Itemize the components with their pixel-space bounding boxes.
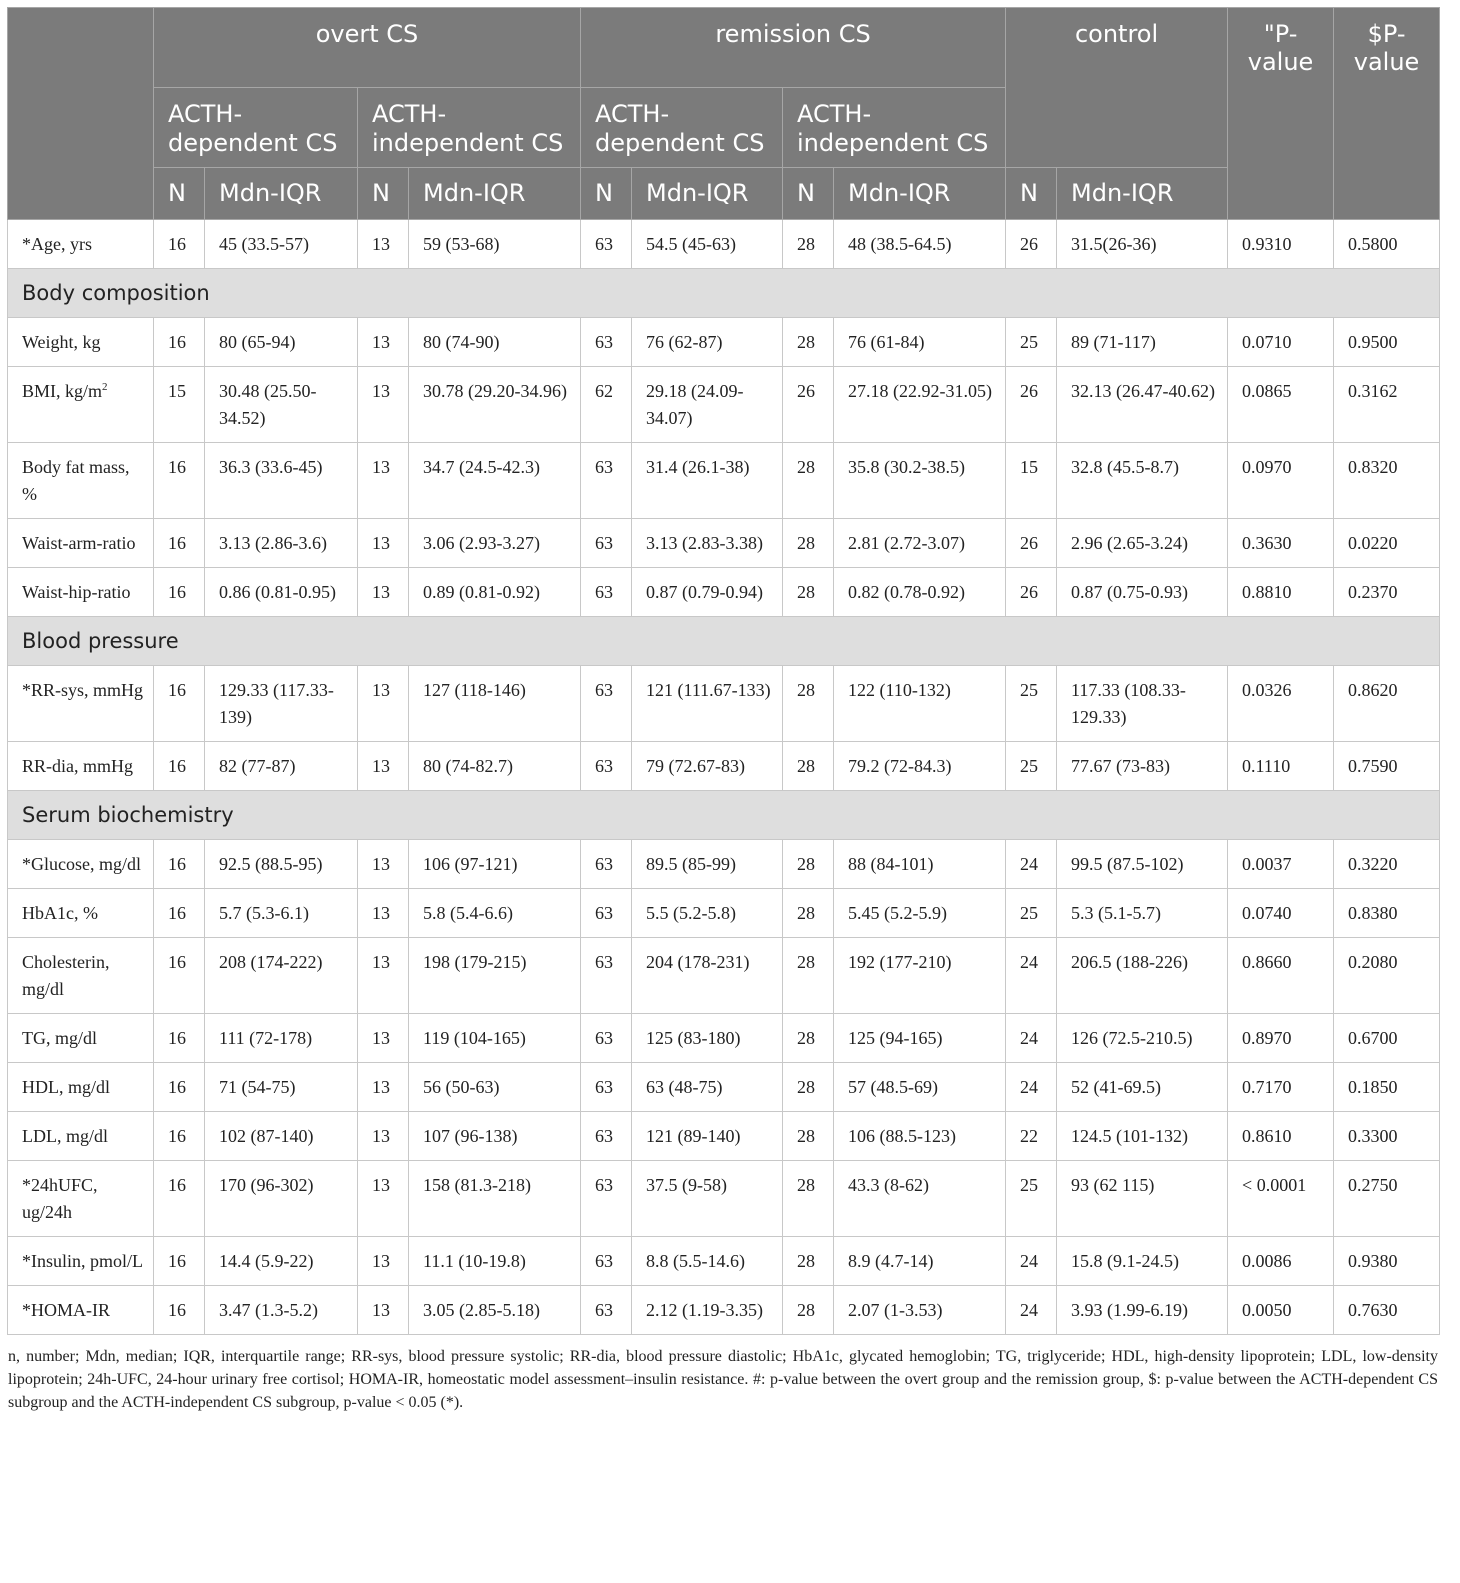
overt-indep-n: 13	[358, 318, 409, 367]
overt-dep-value: 5.7 (5.3-6.1)	[205, 889, 358, 938]
header-overt: overt CS	[154, 8, 581, 88]
remission-dep-n: 63	[581, 519, 632, 568]
row-label-text: HDL, mg/dl	[22, 1077, 110, 1097]
row-label	[8, 568, 154, 617]
remission-dep-value: 31.4 (26.1-38)	[632, 443, 783, 519]
section-title: Blood pressure	[8, 617, 1440, 666]
overt-indep-n: 13	[358, 568, 409, 617]
remission-dep-n: 63	[581, 666, 632, 742]
overt-dep-value: 36.3 (33.6-45)	[205, 443, 358, 519]
overt-dep-n: 16	[154, 1161, 205, 1237]
p-subgroups: 0.2750	[1334, 1161, 1440, 1237]
p-overt-remission: 0.0326	[1228, 666, 1334, 742]
p-overt-remission: 0.0050	[1228, 1286, 1334, 1335]
overt-indep-n: 13	[358, 1112, 409, 1161]
remission-dep-n: 63	[581, 1014, 632, 1063]
remission-dep-value: 63 (48-75)	[632, 1063, 783, 1112]
row-label-text: *Insulin, pmol/L	[22, 1251, 143, 1271]
overt-indep-n: 13	[358, 666, 409, 742]
control-value: 5.3 (5.1-5.7)	[1057, 889, 1228, 938]
remission-indep-n: 28	[783, 742, 834, 791]
overt-dep-n: 16	[154, 318, 205, 367]
remission-indep-n: 28	[783, 318, 834, 367]
header-n: N	[783, 168, 834, 220]
remission-dep-n: 63	[581, 443, 632, 519]
overt-dep-value: 129.33 (117.33-139)	[205, 666, 358, 742]
p-overt-remission: 0.0865	[1228, 367, 1334, 443]
row-label-text: Waist-hip-ratio	[22, 582, 131, 602]
control-value: 2.96 (2.65-3.24)	[1057, 519, 1228, 568]
remission-indep-value: 5.45 (5.2-5.9)	[834, 889, 1006, 938]
table-row	[8, 519, 1440, 568]
remission-dep-value: 54.5 (45-63)	[632, 220, 783, 269]
row-label	[8, 666, 154, 742]
remission-dep-value: 204 (178-231)	[632, 938, 783, 1014]
remission-indep-value: 48 (38.5-64.5)	[834, 220, 1006, 269]
remission-dep-n: 63	[581, 840, 632, 889]
remission-dep-value: 76 (62-87)	[632, 318, 783, 367]
overt-dep-n: 16	[154, 742, 205, 791]
row-label	[8, 1161, 154, 1237]
overt-dep-n: 16	[154, 889, 205, 938]
header-overt-independent: ACTH-independent CS	[358, 88, 581, 168]
p-overt-remission: 0.8810	[1228, 568, 1334, 617]
header-mdn-iqr: Mdn-IQR	[205, 168, 358, 220]
p-overt-remission: 0.0710	[1228, 318, 1334, 367]
control-n: 26	[1006, 367, 1057, 443]
overt-indep-n: 13	[358, 443, 409, 519]
remission-indep-n: 28	[783, 1286, 834, 1335]
overt-indep-value: 119 (104-165)	[409, 1014, 581, 1063]
p-overt-remission: 0.8970	[1228, 1014, 1334, 1063]
control-n: 26	[1006, 519, 1057, 568]
header-n: N	[1006, 168, 1057, 220]
row-label-text: RR-dia, mmHg	[22, 756, 133, 776]
control-value: 32.8 (45.5-8.7)	[1057, 443, 1228, 519]
remission-dep-n: 63	[581, 220, 632, 269]
control-n: 25	[1006, 666, 1057, 742]
p-overt-remission: 0.9310	[1228, 220, 1334, 269]
row-label-text: Body fat mass, %	[22, 457, 130, 504]
overt-dep-n: 16	[154, 1112, 205, 1161]
row-label	[8, 220, 154, 269]
row-label	[8, 1112, 154, 1161]
header-n: N	[581, 168, 632, 220]
p-subgroups: 0.5800	[1334, 220, 1440, 269]
header-mdn-iqr: Mdn-IQR	[1057, 168, 1228, 220]
header-remission: remission CS	[581, 8, 1006, 88]
remission-indep-value: 27.18 (22.92-31.05)	[834, 367, 1006, 443]
header-p-overt-remission: "P-value	[1228, 8, 1334, 220]
remission-dep-n: 63	[581, 1237, 632, 1286]
table-row	[8, 220, 1440, 269]
remission-indep-n: 28	[783, 568, 834, 617]
overt-indep-n: 13	[358, 1063, 409, 1112]
table-row	[8, 443, 1440, 519]
overt-indep-value: 80 (74-90)	[409, 318, 581, 367]
remission-dep-value: 125 (83-180)	[632, 1014, 783, 1063]
header-mdn-iqr: Mdn-IQR	[409, 168, 581, 220]
remission-indep-value: 88 (84-101)	[834, 840, 1006, 889]
remission-dep-value: 2.12 (1.19-3.35)	[632, 1286, 783, 1335]
row-label-text: Cholesterin, mg/dl	[22, 952, 110, 999]
control-value: 89 (71-117)	[1057, 318, 1228, 367]
row-label	[8, 889, 154, 938]
p-subgroups: 0.3220	[1334, 840, 1440, 889]
remission-indep-value: 125 (94-165)	[834, 1014, 1006, 1063]
remission-dep-value: 121 (111.67-133)	[632, 666, 783, 742]
row-label	[8, 367, 154, 443]
control-n: 24	[1006, 938, 1057, 1014]
overt-dep-n: 16	[154, 443, 205, 519]
p-subgroups: 0.7590	[1334, 742, 1440, 791]
remission-dep-value: 5.5 (5.2-5.8)	[632, 889, 783, 938]
overt-dep-value: 111 (72-178)	[205, 1014, 358, 1063]
overt-dep-n: 16	[154, 1014, 205, 1063]
overt-indep-value: 107 (96-138)	[409, 1112, 581, 1161]
remission-dep-value: 121 (89-140)	[632, 1112, 783, 1161]
remission-indep-n: 28	[783, 840, 834, 889]
row-label	[8, 1286, 154, 1335]
row-label	[8, 840, 154, 889]
table-row	[8, 938, 1440, 1014]
row-label	[8, 1063, 154, 1112]
control-value: 126 (72.5-210.5)	[1057, 1014, 1228, 1063]
table-row	[8, 840, 1440, 889]
overt-indep-value: 80 (74-82.7)	[409, 742, 581, 791]
remission-dep-n: 63	[581, 1112, 632, 1161]
remission-indep-n: 28	[783, 938, 834, 1014]
row-label	[8, 519, 154, 568]
header-corner	[8, 8, 154, 220]
control-value: 31.5(26-36)	[1057, 220, 1228, 269]
overt-dep-value: 82 (77-87)	[205, 742, 358, 791]
control-value: 0.87 (0.75-0.93)	[1057, 568, 1228, 617]
table-row	[8, 1014, 1440, 1063]
overt-indep-n: 13	[358, 1286, 409, 1335]
remission-indep-n: 28	[783, 443, 834, 519]
control-n: 15	[1006, 443, 1057, 519]
p-subgroups: 0.8380	[1334, 889, 1440, 938]
p-subgroups: 0.8320	[1334, 443, 1440, 519]
remission-indep-n: 28	[783, 220, 834, 269]
control-n: 25	[1006, 742, 1057, 791]
control-value: 99.5 (87.5-102)	[1057, 840, 1228, 889]
overt-indep-n: 13	[358, 742, 409, 791]
overt-dep-n: 16	[154, 1063, 205, 1112]
remission-indep-n: 28	[783, 1237, 834, 1286]
p-subgroups: 0.0220	[1334, 519, 1440, 568]
remission-indep-n: 28	[783, 1063, 834, 1112]
overt-dep-n: 16	[154, 666, 205, 742]
remission-indep-value: 122 (110-132)	[834, 666, 1006, 742]
remission-dep-value: 29.18 (24.09-34.07)	[632, 367, 783, 443]
control-value: 93 (62 115)	[1057, 1161, 1228, 1237]
overt-indep-value: 34.7 (24.5-42.3)	[409, 443, 581, 519]
remission-dep-value: 8.8 (5.5-14.6)	[632, 1237, 783, 1286]
table-container	[7, 7, 1439, 1414]
overt-indep-n: 13	[358, 220, 409, 269]
row-label-text: Weight, kg	[22, 332, 101, 352]
overt-dep-n: 16	[154, 840, 205, 889]
row-label-text: TG, mg/dl	[22, 1028, 97, 1048]
p-subgroups: 0.3300	[1334, 1112, 1440, 1161]
table-row	[8, 568, 1440, 617]
remission-indep-value: 192 (177-210)	[834, 938, 1006, 1014]
remission-indep-value: 43.3 (8-62)	[834, 1161, 1006, 1237]
control-n: 24	[1006, 1014, 1057, 1063]
remission-indep-n: 28	[783, 666, 834, 742]
control-value: 52 (41-69.5)	[1057, 1063, 1228, 1112]
remission-indep-value: 76 (61-84)	[834, 318, 1006, 367]
overt-indep-value: 106 (97-121)	[409, 840, 581, 889]
overt-dep-value: 71 (54-75)	[205, 1063, 358, 1112]
remission-dep-value: 3.13 (2.83-3.38)	[632, 519, 783, 568]
overt-indep-value: 198 (179-215)	[409, 938, 581, 1014]
row-label-text: *Glucose, mg/dl	[22, 854, 141, 874]
control-value: 32.13 (26.47-40.62)	[1057, 367, 1228, 443]
control-n: 25	[1006, 1161, 1057, 1237]
remission-indep-n: 28	[783, 519, 834, 568]
overt-dep-value: 30.48 (25.50-34.52)	[205, 367, 358, 443]
overt-indep-n: 13	[358, 889, 409, 938]
remission-indep-n: 28	[783, 1112, 834, 1161]
overt-dep-n: 16	[154, 220, 205, 269]
overt-indep-value: 158 (81.3-218)	[409, 1161, 581, 1237]
remission-indep-value: 106 (88.5-123)	[834, 1112, 1006, 1161]
table-row	[8, 1286, 1440, 1335]
table-row	[8, 1063, 1440, 1112]
p-subgroups: 0.3162	[1334, 367, 1440, 443]
overt-dep-value: 3.47 (1.3-5.2)	[205, 1286, 358, 1335]
overt-dep-value: 80 (65-94)	[205, 318, 358, 367]
header-mdn-iqr: Mdn-IQR	[632, 168, 783, 220]
overt-indep-n: 13	[358, 367, 409, 443]
row-label	[8, 443, 154, 519]
overt-dep-n: 16	[154, 568, 205, 617]
overt-indep-n: 13	[358, 1161, 409, 1237]
p-overt-remission: 0.0970	[1228, 443, 1334, 519]
overt-indep-value: 59 (53-68)	[409, 220, 581, 269]
remission-indep-value: 0.82 (0.78-0.92)	[834, 568, 1006, 617]
overt-indep-n: 13	[358, 938, 409, 1014]
section-title: Serum biochemistry	[8, 791, 1440, 840]
table-row	[8, 367, 1440, 443]
overt-dep-value: 3.13 (2.86-3.6)	[205, 519, 358, 568]
control-n: 25	[1006, 318, 1057, 367]
header-remission-independent: ACTH-independent CS	[783, 88, 1006, 168]
remission-dep-n: 63	[581, 318, 632, 367]
overt-indep-value: 30.78 (29.20-34.96)	[409, 367, 581, 443]
table-body	[8, 220, 1440, 1335]
overt-dep-n: 16	[154, 1286, 205, 1335]
control-n: 24	[1006, 1286, 1057, 1335]
row-label-text: LDL, mg/dl	[22, 1126, 108, 1146]
remission-indep-value: 57 (48.5-69)	[834, 1063, 1006, 1112]
overt-indep-n: 13	[358, 840, 409, 889]
p-overt-remission: 0.3630	[1228, 519, 1334, 568]
remission-dep-n: 63	[581, 742, 632, 791]
p-overt-remission: 0.1110	[1228, 742, 1334, 791]
overt-dep-value: 92.5 (88.5-95)	[205, 840, 358, 889]
table-row	[8, 318, 1440, 367]
section-title: Body composition	[8, 269, 1440, 318]
overt-indep-value: 11.1 (10-19.8)	[409, 1237, 581, 1286]
remission-dep-n: 63	[581, 938, 632, 1014]
header-p-subgroups: $P-value	[1334, 8, 1440, 220]
overt-indep-value: 56 (50-63)	[409, 1063, 581, 1112]
p-overt-remission: 0.7170	[1228, 1063, 1334, 1112]
row-label-text: *Age, yrs	[22, 234, 92, 254]
remission-indep-value: 79.2 (72-84.3)	[834, 742, 1006, 791]
control-value: 117.33 (108.33-129.33)	[1057, 666, 1228, 742]
header-mdn-iqr: Mdn-IQR	[834, 168, 1006, 220]
overt-indep-n: 13	[358, 1237, 409, 1286]
row-label-text: BMI, kg/m	[22, 381, 103, 401]
table-footnote: n, number; Mdn, median; IQR, interquartile range; RR-sys, blood pressure systolic; RR-dia, blood pressure diastolic; HbA1c, glycated hemoglobin; TG, triglyceride; HDL, high-density lipoprotein; LDL, low-density lipoprotein; 24h-UFC, 24-hour urinary free cortisol; HOMA-IR, homeostatic model assessment–insulin resistance. #: p-value between the overt group and the remission group, $: p-value between the ACTH-dependent CS subgroup and the ACTH-independent CS subgroup, p-value < 0.05 (*).	[8, 1348, 1438, 1411]
data-table	[7, 7, 1440, 1335]
control-value: 15.8 (9.1-24.5)	[1057, 1237, 1228, 1286]
row-label	[8, 318, 154, 367]
section-row	[8, 617, 1440, 666]
p-overt-remission: 0.8660	[1228, 938, 1334, 1014]
row-label-text: *24hUFC, ug/24h	[22, 1175, 98, 1222]
overt-indep-value: 5.8 (5.4-6.6)	[409, 889, 581, 938]
remission-dep-value: 89.5 (85-99)	[632, 840, 783, 889]
header-n: N	[358, 168, 409, 220]
overt-dep-value: 45 (33.5-57)	[205, 220, 358, 269]
section-row	[8, 791, 1440, 840]
p-subgroups: 0.8620	[1334, 666, 1440, 742]
overt-indep-n: 13	[358, 519, 409, 568]
remission-indep-n: 28	[783, 1161, 834, 1237]
remission-indep-value: 8.9 (4.7-14)	[834, 1237, 1006, 1286]
row-label-superscript: 2	[102, 381, 108, 393]
overt-dep-n: 16	[154, 1237, 205, 1286]
p-subgroups: 0.2080	[1334, 938, 1440, 1014]
overt-dep-value: 102 (87-140)	[205, 1112, 358, 1161]
control-n: 24	[1006, 1063, 1057, 1112]
header-remission-dependent: ACTH-dependent CS	[581, 88, 783, 168]
p-subgroups: 0.6700	[1334, 1014, 1440, 1063]
p-subgroups: 0.2370	[1334, 568, 1440, 617]
p-overt-remission: 0.0740	[1228, 889, 1334, 938]
header-n: N	[154, 168, 205, 220]
control-n: 22	[1006, 1112, 1057, 1161]
control-value: 77.67 (73-83)	[1057, 742, 1228, 791]
remission-dep-n: 62	[581, 367, 632, 443]
remission-indep-value: 35.8 (30.2-38.5)	[834, 443, 1006, 519]
remission-dep-n: 63	[581, 1161, 632, 1237]
control-value: 124.5 (101-132)	[1057, 1112, 1228, 1161]
remission-indep-n: 28	[783, 1014, 834, 1063]
remission-dep-n: 63	[581, 568, 632, 617]
overt-dep-value: 208 (174-222)	[205, 938, 358, 1014]
header-overt-dependent: ACTH-dependent CS	[154, 88, 358, 168]
row-label	[8, 1237, 154, 1286]
overt-indep-value: 127 (118-146)	[409, 666, 581, 742]
remission-dep-value: 37.5 (9-58)	[632, 1161, 783, 1237]
row-label-text: Waist-arm-ratio	[22, 533, 136, 553]
remission-indep-value: 2.81 (2.72-3.07)	[834, 519, 1006, 568]
overt-dep-n: 16	[154, 938, 205, 1014]
overt-indep-value: 0.89 (0.81-0.92)	[409, 568, 581, 617]
overt-dep-value: 14.4 (5.9-22)	[205, 1237, 358, 1286]
header-control: control	[1006, 8, 1228, 168]
control-n: 26	[1006, 220, 1057, 269]
control-n: 26	[1006, 568, 1057, 617]
remission-dep-value: 79 (72.67-83)	[632, 742, 783, 791]
p-subgroups: 0.9380	[1334, 1237, 1440, 1286]
row-label-text: *RR-sys, mmHg	[22, 680, 144, 700]
control-n: 24	[1006, 840, 1057, 889]
table-row	[8, 666, 1440, 742]
control-value: 206.5 (188-226)	[1057, 938, 1228, 1014]
row-label-text: HbA1c, %	[22, 903, 98, 923]
table-header	[8, 8, 1440, 220]
overt-dep-n: 16	[154, 519, 205, 568]
overt-dep-value: 0.86 (0.81-0.95)	[205, 568, 358, 617]
row-label	[8, 938, 154, 1014]
p-subgroups: 0.9500	[1334, 318, 1440, 367]
remission-indep-n: 28	[783, 889, 834, 938]
remission-dep-value: 0.87 (0.79-0.94)	[632, 568, 783, 617]
row-label	[8, 742, 154, 791]
remission-dep-n: 63	[581, 889, 632, 938]
control-value: 3.93 (1.99-6.19)	[1057, 1286, 1228, 1335]
row-label	[8, 1014, 154, 1063]
table-row	[8, 889, 1440, 938]
p-overt-remission: < 0.0001	[1228, 1161, 1334, 1237]
p-overt-remission: 0.8610	[1228, 1112, 1334, 1161]
overt-indep-n: 13	[358, 1014, 409, 1063]
overt-dep-n: 15	[154, 367, 205, 443]
remission-dep-n: 63	[581, 1286, 632, 1335]
control-n: 24	[1006, 1237, 1057, 1286]
section-row	[8, 269, 1440, 318]
overt-dep-value: 170 (96-302)	[205, 1161, 358, 1237]
overt-indep-value: 3.05 (2.85-5.18)	[409, 1286, 581, 1335]
p-subgroups: 0.1850	[1334, 1063, 1440, 1112]
table-row	[8, 1161, 1440, 1237]
p-overt-remission: 0.0037	[1228, 840, 1334, 889]
remission-indep-value: 2.07 (1-3.53)	[834, 1286, 1006, 1335]
table-row	[8, 1237, 1440, 1286]
table-row	[8, 742, 1440, 791]
remission-dep-n: 63	[581, 1063, 632, 1112]
control-n: 25	[1006, 889, 1057, 938]
remission-indep-n: 26	[783, 367, 834, 443]
row-label-text: *HOMA-IR	[22, 1300, 110, 1320]
table-row	[8, 1112, 1440, 1161]
overt-indep-value: 3.06 (2.93-3.27)	[409, 519, 581, 568]
p-overt-remission: 0.0086	[1228, 1237, 1334, 1286]
p-subgroups: 0.7630	[1334, 1286, 1440, 1335]
